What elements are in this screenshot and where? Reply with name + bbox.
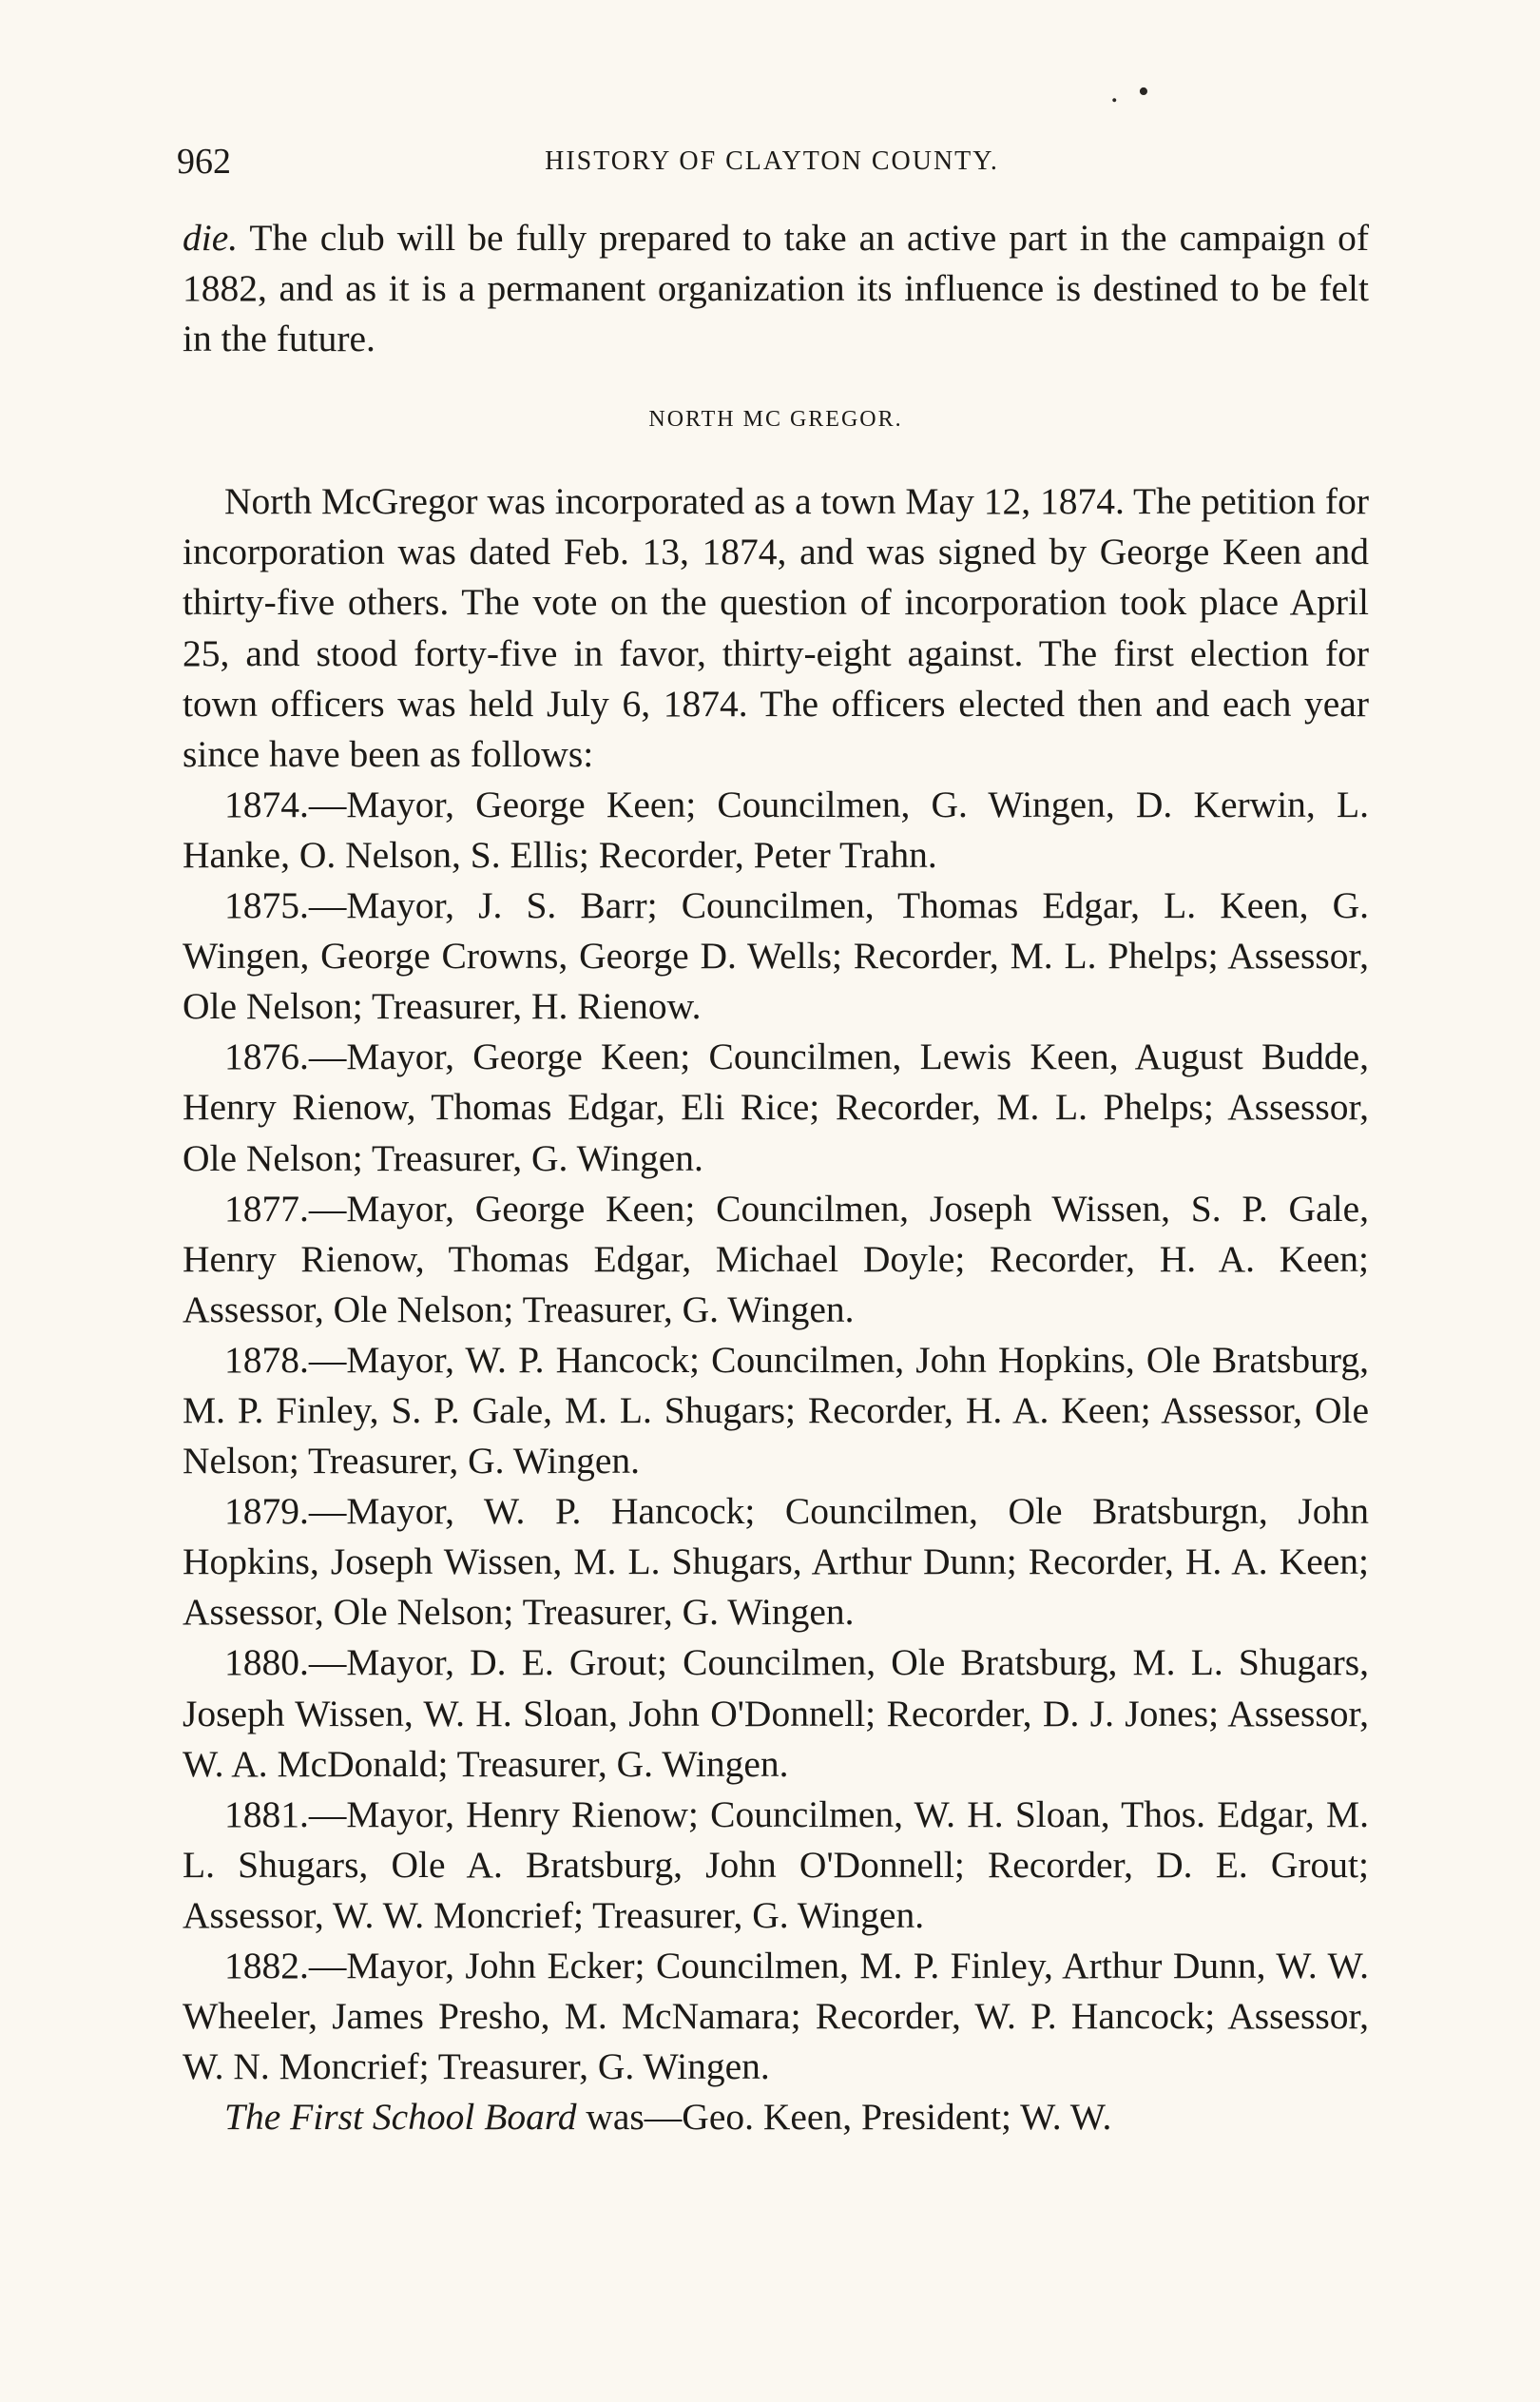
year-entry: 1877.—Mayor, George Keen; Councilmen, Joseph Wissen, S. P. Gale, Henry Rienow, Thomas Edgar, Michael Doyle; Recorder, H. A. Keen; Assessor, Ole Nelson; Treasurer, G. Wingen. bbox=[183, 1187, 1369, 1330]
intro-paragraph bbox=[183, 213, 1369, 364]
section-heading: NORTH MC GREGOR. bbox=[648, 407, 903, 433]
running-head: HISTORY OF CLAYTON COUNTY. bbox=[545, 146, 999, 176]
year-entry: 1879.—Mayor, W. P. Hancock; Councilmen, Ole Bratsburgn, John Hopkins, Joseph Wissen, M. L. Shugars, Arthur Dunn; Recorder, H. A. Keen; Assessor, Ole Nelson; Treasurer, G. Wingen. bbox=[183, 1490, 1369, 1634]
opening-paragraph: North McGregor was incorporated as a town May 12, 1874. The petition for incorporation was dated Feb. 13, 1874, and was signed by George Keen and thirty-five others. The vote on the question of incorporation took place April 25, and stood forty-five in favor, thirty-eight against. The first election for town officers was held July 6, 1874. The officers elected then and each year since have been as follows: bbox=[183, 480, 1369, 775]
year-entry: 1874.—Mayor, George Keen; Councilmen, G. Wingen, D. Kerwin, L. Hanke, O. Nelson, S. Ellis; Recorder, Peter Trahn. bbox=[183, 783, 1369, 876]
year-entry: 1882.—Mayor, John Ecker; Councilmen, M. P. Finley, Arthur Dunn, W. W. Wheeler, James Presho, M. McNamara; Recorder, W. P. Hancock; Assessor, W. N. Moncrief; Treasurer, G. Wingen. bbox=[183, 1945, 1369, 2088]
page-header bbox=[177, 141, 1367, 188]
year-entry: 1880.—Mayor, D. E. Grout; Councilmen, Ole Bratsburg, M. L. Shugars, Joseph Wissen, W. H. Sloan, John O'Donnell; Recorder, D. J. Jones; Assessor, W. A. McDonald; Treasurer, G. Wingen. bbox=[183, 1641, 1369, 1785]
intro-text: The club will be fully prepared to take an active part in the campaign of 1882, and as it is a permanent organization its influence is destined to be felt in the future. bbox=[183, 217, 1369, 360]
year-entry: 1876.—Mayor, George Keen; Councilmen, Lewis Keen, August Budde, Henry Rienow, Thomas Edgar, Eli Rice; Recorder, M. L. Phelps; Assessor, Ole Nelson; Treasurer, G. Wingen. bbox=[183, 1036, 1369, 1179]
intro-lead-italic: die. bbox=[183, 217, 239, 259]
year-entry: 1878.—Mayor, W. P. Hancock; Councilmen, John Hopkins, Ole Bratsburg, M. P. Finley, S. P. Gale, M. L. Shugars; Recorder, H. A. Keen; Assessor, Ole Nelson; Treasurer, G. Wingen. bbox=[183, 1338, 1369, 1482]
year-entry: 1881.—Mayor, Henry Rienow; Councilmen, W. H. Sloan, Thos. Edgar, M. L. Shugars, Ole A. Bratsburg, John O'Donnell; Recorder, D. E. Grout; Assessor, W. W. Moncrief; Treasurer, G. Wingen. bbox=[183, 1792, 1369, 1936]
school-board-title: The First School Board bbox=[224, 2096, 577, 2139]
school-board-text: was—Geo. Keen, President; W. W. bbox=[576, 2096, 1112, 2139]
printer-marks: . • bbox=[1110, 74, 1155, 109]
year-entry: 1875.—Mayor, J. S. Barr; Councilmen, Thomas Edgar, L. Keen, G. Wingen, George Crowns, George D. Wells; Recorder, M. L. Phelps; Assessor, Ole Nelson; Treasurer, H. Rienow. bbox=[183, 884, 1369, 1028]
page-number: 962 bbox=[177, 142, 231, 182]
page-body bbox=[183, 213, 1369, 2142]
school-board-paragraph bbox=[183, 2092, 1369, 2142]
